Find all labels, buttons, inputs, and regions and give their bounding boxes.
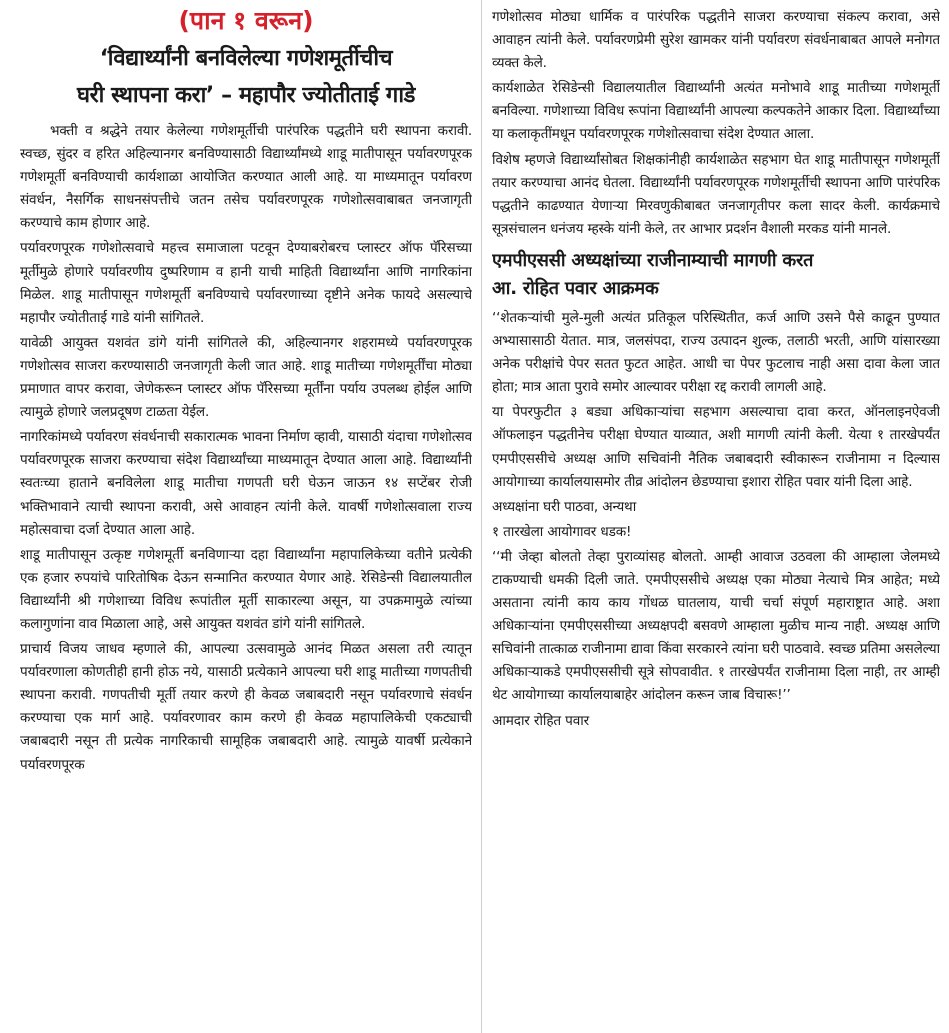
article-paragraph: प्राचार्य विजय जाधव म्हणाले की, आपल्या उत्सवामुळे आनंद मिळत असला तरी त्यातून पर्यावरणाला कोणतीही हानी होऊ नये, यासाठी प्रत्येकाने आपल्या घरी शाडू मातीच्या गणपतीची स्थापना करावी. गणपतीची मूर्ती तयार करणे ही केवळ जबाबदारी नसून पर्यावरणाचे संवर्धन करण्याचा एक मार्ग आहे. पर्यावरणावर काम करणे ही केवळ महापालिकेची एकट्याची जबाबदारी नसून ती प्रत्येक नागरिकाची सामूहिक जबाबदारी आहे. त्यामुळे यावर्षी प्रत्येकाने पर्यावरणपूरक: [20, 641, 472, 773]
headline-line-2: घरी स्थापना करा’ – महापौर ज्योतीताई गाडे: [77, 83, 415, 108]
article-paragraph: कार्यशाळेत रेसिडेन्सी विद्यालयातील विद्यार्थ्यांनी अत्यंत मनोभावे शाडू मातीच्या गणेशमूर्ती बनविल्या. गणेशाच्या विविध रूपांना विद्यार्थ्यांनी आपल्या कल्पकतेने आकार दिला. विद्यार्थ्यांच्या या कलाकृतींमधून पर्यावरणपूरक गणेशोत्सवाचा संदेश देण्यात आला.: [492, 80, 940, 143]
article-paragraph: या पेपरफुटीत ३ बड्या अधिकाऱ्यांचा सहभाग असल्याचा दावा करत, ऑनलाइनऐवजी ऑफलाइन पद्धतीनेच परीक्षा घेण्यात याव्यात, अशी मागणी त्यांनी केली. येत्या १ तारखेपर्यंत एमपीएससीचे अध्यक्ष आणि सचिवांनी नैतिक जबाबदारी स्वीकारून राजीनामा न दिल्यास आयोगाच्या कार्यालयासमोर तीव्र आंदोलन छेडण्याचा इशारा रोहित पवार यांनी दिला आहे.: [492, 404, 940, 490]
left-column: [20, 0, 472, 1033]
article-paragraph: नागरिकांमध्ये पर्यावरण संवर्धनाची सकारात्मक भावना निर्माण व्हावी, यासाठी यंदाचा गणेशोत्सव पर्यावरणपूरक साजरा करण्याचा संदेश विद्यार्थ्यांच्या माध्यमातून देण्यात आला आहे. विद्यार्थ्यांनी स्वतःच्या हाताने बनविलेला शाडू मातीचा गणपती घरी घेऊन जाऊन १४ सप्टेंबर रोजी भक्तिभावाने त्याची स्थापना करावी, असे आवाहन त्यांनी केले. यावर्षी गणेशोत्सवाला राज्य महोत्सवाचा दर्जा देण्यात आला आहे.: [20, 429, 472, 538]
article-paragraph: गणेशोत्सव मोठ्या धार्मिक व पारंपरिक पद्धतीने साजरा करण्याचा संकल्प करावा, असे आवाहन त्यांनी केले. पर्यावरणप्रेमी सुरेश खामकर यांनी पर्यावरण संवर्धनाबाबत आपले मनोगत व्यक्त केले.: [492, 9, 940, 72]
article-paragraph: शाडू मातीपासून उत्कृष्ट गणेशमूर्ती बनविणाऱ्या दहा विद्यार्थ्यांना महापालिकेच्या वतीने प्रत्येकी एक हजार रुपयांचे पारितोषिक देऊन सन्मानित करण्यात येणार आहे. रेसिडेन्सी विद्यालयातील विद्यार्थ्यांनी श्री गणेशाच्या विविध रूपांतील मूर्ती साकारल्या असून, या उपक्रमामुळे त्यांच्या कलागुणांना वाव मिळाला आहे, असे आयुक्त यशवंत डांगे यांनी सांगितले.: [20, 546, 472, 632]
article-quote: ‘‘मी जेव्हा बोलतो तेव्हा पुराव्यांसह बोलतो. आम्ही आवाज उठवला की आम्हाला जेलमध्ये टाकण्याची धमकी दिली जाते. एमपीएससीचे अध्यक्ष एका मोठ्या नेत्याचे मित्र आहेत; मध्ये असताना त्यांनी काय काय गोंधळ घातलाय, याची चर्चा संपूर्ण महाराष्ट्रात आहे. अशा अधिकाऱ्यांना एमपीएससीच्या अध्यक्षपदी बसवणे आम्हाला मुळीच मान्य नाही. अध्यक्ष आणि सचिवांनी तात्काळ राजीनामा द्यावा किंवा सरकारने त्यांना घरी पाठवावे. स्वच्छ प्रतिमा असलेल्या अधिकाऱ्याकडे एमपीएससीची सूत्रे सोपवावीत. १ तारखेपर्यंत राजीनामा दिला नाही, तर आम्ही थेट आयोगाच्या कार्यालयाबाहेर आंदोलन करून जाब विचारू!’’: [492, 548, 940, 704]
headline-line-1: एमपीएससी अध्यक्षांच्या राजीनाम्याची मागणी करत: [492, 249, 814, 271]
article-paragraph: भक्ती व श्रद्धेने तयार केलेल्या गणेशमूर्तीची पारंपरिक पद्धतीने घरी स्थापना करावी. स्वच्छ, सुंदर व हरित अहिल्यानगर बनविण्यासाठी विद्यार्थ्यांमध्ये शाडू मातीपासून पर्यावरणपूरक गणेशमूर्ती बनविण्याची कार्यशाळा आयोजित करण्यात आली आहे. या माध्यमातून पर्यावरण संवर्धन, नैसर्गिक साधनसंपत्तीचे जतन तसेच पर्यावरणपूरक गणेशोत्सवाबाबत जनजागृती करण्याचे काम होणार आहे.: [20, 123, 472, 232]
continuation-kicker: (पान १ वरून): [178, 6, 314, 35]
article-paragraph: ‘‘शेतकऱ्यांची मुले-मुली अत्यंत प्रतिकूल परिस्थितीत, कर्ज आणि उसने पैसे काढून पुण्यात अभ्यासासाठी येतात. मात्र, जलसंपदा, राज्य उत्पादन शुल्क, तलाठी भरती, आणि यांसारख्या अनेक परीक्षांचे पेपर सतत फुटत आहेत. आधी चा पेपर फुटलाच नाही असा दावा केला जात होता; मात्र आता पुरावे समोर आल्यावर परीक्षा रद्द करावी लागली आहे.: [492, 309, 940, 396]
headline-line-2: आ. रोहित पवार आक्रमक: [492, 277, 659, 299]
article-paragraph: पर्यावरणपूरक गणेशोत्सवाचे महत्त्व समाजाला पटवून देण्याबरोबरच प्लास्टर ऑफ पॅरिसच्या मूर्तीमुळे होणारे पर्यावरणीय दुष्परिणाम व हानी याची माहिती विद्यार्थ्यांना आणि नागरिकांना मिळेल. शाडू मातीपासून गणेशमूर्ती बनविण्याचे पर्यावरणाच्या दृष्टीने अनेक फायदे असल्याचे महापौर ज्योतीताई गाडे यांनी सांगितले.: [20, 240, 472, 326]
article-subheading: अध्यक्षांना घरी पाठवा, अन्यथा: [492, 498, 637, 515]
article-byline: आमदार रोहित पवार: [492, 712, 590, 729]
article-headline-ganesh: [20, 40, 472, 114]
headline-line-1: ‘विद्यार्थ्यांनी बनविलेल्या गणेशमूर्तीचीच: [99, 46, 393, 71]
column-divider: [481, 0, 482, 1033]
article-paragraph: यावेळी आयुक्त यशवंत डांगे यांनी सांगितले की, अहिल्यानगर शहरामध्ये पर्यावरणपूरक गणेशोत्सव साजरा करण्यासाठी जनजागृती केली जात आहे. शाडू मातीच्या गणेशमूर्तींचा मोठ्या प्रमाणात वापर करावा, जेणेकरून प्लास्टर ऑफ पॅरिसच्या मूर्तींना पर्याय उपलब्ध होईल आणि त्यामुळे होणारे जलप्रदूषण टाळता येईल.: [20, 334, 472, 421]
article-headline-mpsc: [492, 247, 940, 303]
article-subheading: १ तारखेला आयोगावर धडक!: [492, 523, 632, 540]
right-column: [492, 0, 940, 1033]
article-paragraph: विशेष म्हणजे विद्यार्थ्यांसोबत शिक्षकांनीही कार्यशाळेत सहभाग घेत शाडू मातीपासून गणेशमूर्ती तयार करण्याचा आनंद घेतला. विद्यार्थ्यांनी पर्यावरणपूरक गणेशमूर्तीची स्थापना आणि पारंपरिक पद्धतीने काढण्यात येणाऱ्या मिरवणुकीबाबत जनजागृतीपर कला सादर केली. कार्यक्रमाचे सूत्रसंचालन धनंजय म्हस्के यांनी केले, तर आभार प्रदर्शन वैशाली मरकड यांनी मानले.: [492, 151, 940, 237]
